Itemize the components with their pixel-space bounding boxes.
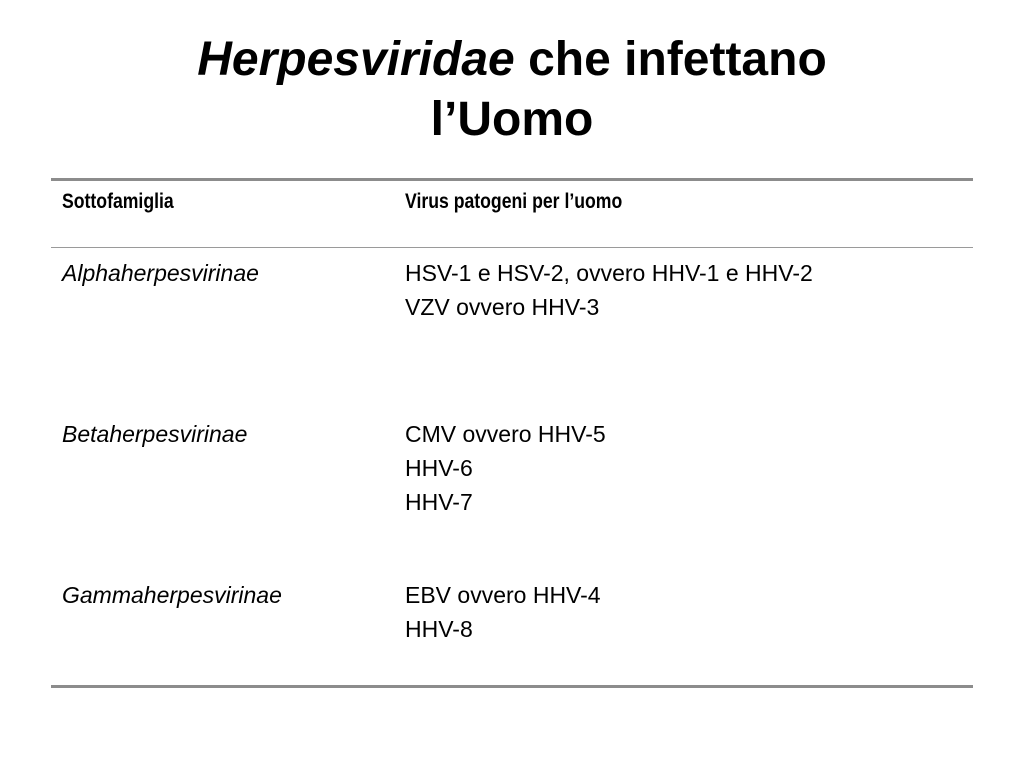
virus-entry: HHV-6 — [405, 455, 473, 481]
virus-entry: HHV-7 — [405, 489, 473, 515]
slide-title-rest: che infettano — [514, 33, 827, 86]
table-row-subfamily: Alphaherpesvirinae — [62, 260, 259, 286]
virus-entry: HSV-1 e HSV-2, ovvero HHV-1 e HHV-2 — [405, 260, 813, 286]
virus-entry: EBV ovvero HHV-4 — [405, 582, 601, 608]
table-header-rule — [51, 247, 973, 248]
virus-entry: HHV-8 — [405, 616, 473, 642]
slide-title-italic: Herpesviridae — [197, 33, 515, 86]
table-row-subfamily: Betaherpesvirinae — [62, 421, 248, 447]
table-row-subfamily: Gammaherpesvirinae — [62, 582, 282, 608]
column-header-subfamily: Sottofamiglia — [62, 190, 174, 213]
table-row-viruses — [405, 417, 606, 519]
table-row-viruses — [405, 256, 813, 324]
table-bottom-rule — [51, 685, 973, 688]
slide-title — [0, 30, 1024, 150]
table-row-viruses — [405, 578, 601, 646]
column-header-viruses: Virus patogeni per l’uomo — [405, 190, 623, 213]
virus-entry: CMV ovvero HHV-5 — [405, 421, 606, 447]
table-top-rule — [51, 178, 973, 181]
slide-title-line2: l’Uomo — [430, 93, 594, 146]
virus-entry: VZV ovvero HHV-3 — [405, 294, 600, 320]
